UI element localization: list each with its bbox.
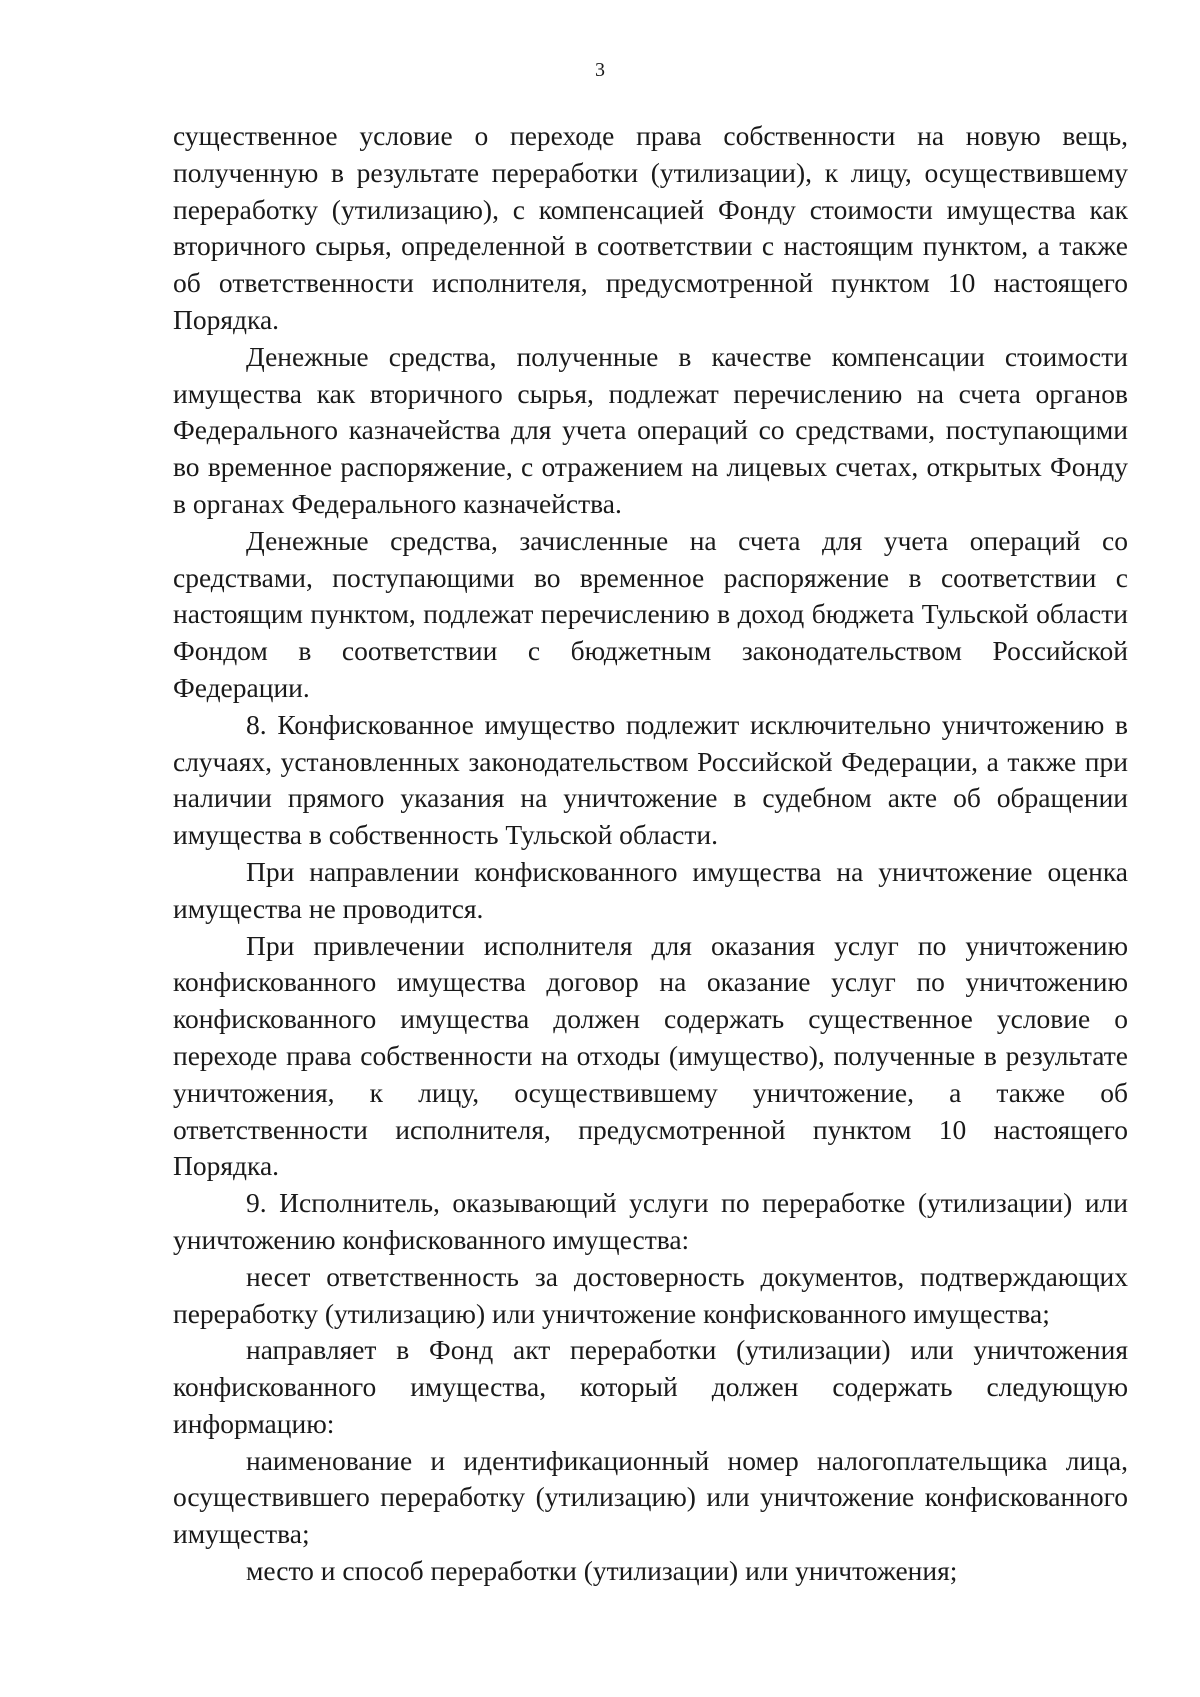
paragraph-4: 8. Конфискованное имущество подлежит исключительно уничтожению в случаях, установленных законодательством Российской Федерации, а также при наличии прямого указания на уничтожение в судебном акте об обращении имущества в собственность Тульской области. <box>173 708 1128 851</box>
paragraph-2: Денежные средства, полученные в качестве компенсации стоимости имущества как вторичного сырья, подлежат перечислению на счета органов Федерального казначейства для учета операций со средствами, поступающими во временное распоряжение, с отражением на лицевых счетах, открытых Фонду в органах Федерального казначейства. <box>173 340 1128 519</box>
paragraph-5: При направлении конфискованного имущества на уничтожение оценка имущества не проводится. <box>173 855 1128 924</box>
paragraph-1: существенное условие о переходе права собственности на новую вещь, полученную в результате переработки (утилизации), к лицу, осуществившему переработку (утилизацию), с компенсацией Фонду стоимости имущества как вторичного сырья, определенной в соответствии с настоящим пунктом, а также об ответственности исполнителя, предусмотренной пунктом 10 настоящего Порядка. <box>173 120 1128 335</box>
paragraph-7: 9. Исполнитель, оказывающий услуги по переработке (утилизации) или уничтожению конфискованного имущества: <box>173 1187 1128 1255</box>
paragraph-9: направляет в Фонд акт переработки (утилизации) или уничтожения конфискованного имущества, который должен содержать следующую информацию: <box>173 1334 1128 1439</box>
paragraph-10: наименование и идентификационный номер налогоплательщика лица, осуществившего переработку (утилизацию) или уничтожение конфискованного имущества; <box>173 1444 1128 1550</box>
paragraph-3: Денежные средства, зачисленные на счета для учета операций со средствами, поступающими во временное распоряжение в соответствии с настоящим пунктом, подлежат перечислению в доход бюджета Тульской области Фондом в соответствии с бюджетным законодательством Российской Федерации. <box>173 524 1128 703</box>
page-number: 3 <box>595 59 605 81</box>
paragraph-6: При привлечении исполнителя для оказания услуг по уничтожению конфискованного имущества договор на оказание услуг по уничтожению конфискованного имущества должен содержать существенное условие о переходе права собственности на отходы (имущество), полученные в результате уничтожения, к лицу, осуществившему уничтожение, а также об ответственности исполнителя, предусмотренной пунктом 10 настоящего Порядка. <box>173 929 1128 1182</box>
paragraph-11: место и способ переработки (утилизации) или уничтожения; <box>246 1555 958 1587</box>
paragraph-8: несет ответственность за достоверность документов, подтверждающих переработку (утилизацию) или уничтожение конфискованного имущества; <box>173 1260 1128 1329</box>
document-body <box>173 118 1128 1590</box>
